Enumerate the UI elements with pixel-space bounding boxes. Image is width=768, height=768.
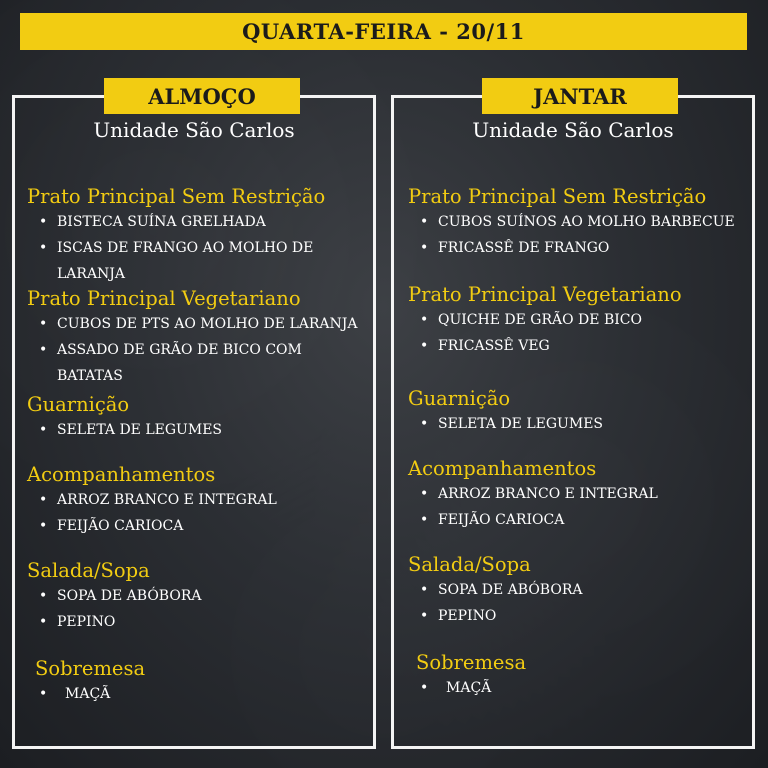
- section-title: Prato Principal Vegetariano: [408, 283, 682, 306]
- section-title: Salada/Sopa: [27, 559, 150, 582]
- menu-item: • ARROZ BRANCO E INTEGRAL: [408, 481, 748, 507]
- section-title: Guarnição: [27, 393, 130, 416]
- section-title: Prato Principal Sem Restrição: [408, 185, 707, 208]
- lunch-unit: Unidade São Carlos: [93, 118, 295, 142]
- section-title: Acompanhamentos: [408, 457, 597, 480]
- section-title: Acompanhamentos: [27, 463, 216, 486]
- section-title: Sobremesa: [35, 657, 146, 680]
- page-title: QUARTA-FEIRA - 20/11: [20, 13, 747, 50]
- menu-item: • PEPINO: [408, 603, 748, 629]
- section-title: Salada/Sopa: [408, 553, 531, 576]
- section-title: Prato Principal Sem Restrição: [27, 185, 326, 208]
- menu-item: • FEIJÃO CARIOCA: [408, 507, 748, 533]
- menu-item: • MAÇÃ: [408, 675, 748, 701]
- section-title: Prato Principal Vegetariano: [27, 287, 301, 310]
- lunch-menu: [27, 185, 367, 707]
- menu-item: • CUBOS SUÍNOS AO MOLHO BARBECUE: [408, 209, 748, 235]
- dinner-unit: Unidade São Carlos: [472, 118, 674, 142]
- section-title: Guarnição: [408, 387, 511, 410]
- menu-item: • ASSADO DE GRÃO DE BICO COM BATATAS: [27, 337, 347, 389]
- menu-item: • ARROZ BRANCO E INTEGRAL: [27, 487, 367, 513]
- menu-item: • SOPA DE ABÓBORA: [27, 583, 367, 609]
- menu-item: • QUICHE DE GRÃO DE BICO: [408, 307, 748, 333]
- menu-item: • ISCAS DE FRANGO AO MOLHO DE LARANJA: [27, 235, 347, 287]
- menu-item: • SELETA DE LEGUMES: [408, 411, 748, 437]
- menu-item: • FRICASSÊ DE FRANGO: [408, 235, 748, 261]
- menu-item: • MAÇÃ: [27, 681, 367, 707]
- menu-item: • PEPINO: [27, 609, 367, 635]
- menu-item: • BISTECA SUÍNA GRELHADA: [27, 209, 367, 235]
- dinner-menu: [408, 185, 748, 701]
- menu-item: • FRICASSÊ VEG: [408, 333, 748, 359]
- lunch-label: ALMOÇO: [104, 78, 300, 114]
- dinner-label: JANTAR: [482, 78, 678, 114]
- menu-item: • SOPA DE ABÓBORA: [408, 577, 748, 603]
- menu-item: • FEIJÃO CARIOCA: [27, 513, 367, 539]
- menu-item: • SELETA DE LEGUMES: [27, 417, 367, 443]
- section-title: Sobremesa: [416, 651, 527, 674]
- menu-item: • CUBOS DE PTS AO MOLHO DE LARANJA: [27, 311, 367, 337]
